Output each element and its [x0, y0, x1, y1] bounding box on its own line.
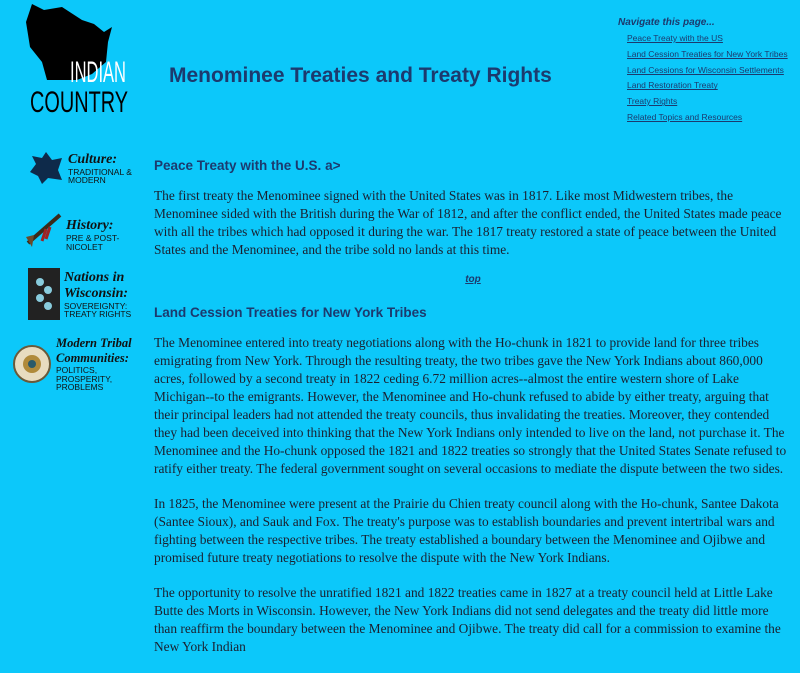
maple-leaf-icon — [28, 150, 64, 186]
nav-link-treaty-rights[interactable]: Treaty Rights — [627, 96, 678, 107]
svg-text:COUNTRY: COUNTRY — [30, 86, 128, 119]
paragraph: The first treaty the Menominee signed with the United States was in 1817. Like most Midwestern tribes, the Menominee sided with the British during the War of 1812, and after the conflict ended, the United States made peace with all the tribes which had opposed it during the war. The 1817 treaty restored a state of peace between the United States and the Menominee, and the tribe sold no lands at this time. — [154, 188, 782, 257]
sidebar-subtitle: SOVEREIGNTY: TREATY RIGHTS — [64, 300, 132, 319]
page-navigation — [618, 17, 788, 128]
beadwork-icon — [28, 268, 60, 320]
paragraph: In 1825, the Menominee were present at the Prairie du Chien treaty council along with the Ho-chunk, Santee Dakota (Santee Sioux), and Sauk and Fox. The treaty's purpose was to establish boundaries and prevent intertribal wars and fighting between the respective tribes. The treaty established a boundary between the Menominee and Ojibwe and promised future treaty negotiations to resolve the dispute with the New York Indians. — [154, 496, 779, 565]
back-to-top-link[interactable]: top — [465, 274, 481, 285]
section-new-york-tribes — [154, 305, 792, 656]
sidebar-subtitle: TRADITIONAL & MODERN — [68, 166, 132, 185]
sidebar-title: Nations in Wisconsin: — [64, 269, 129, 301]
sidebar-title: History: — [66, 218, 114, 233]
nav-heading: Navigate this page... — [618, 17, 715, 28]
medallion-icon — [12, 344, 52, 384]
paragraph: The opportunity to resolve the unratified 1821 and 1822 treaties came in 1827 at a treaty council held at Little Lake Butte des Morts in Wisconsin. However, the New York Indians did not send delegates and the treaty did little more than reaffirm the boundary between the Menominee and Ojibwe. The treaty did call for a commission to examine the New York Indian — [154, 585, 781, 654]
main-content — [154, 158, 792, 673]
nav-link-peace-treaty[interactable]: Peace Treaty with the US — [627, 33, 723, 43]
section-heading: Land Cession Treaties for New York Tribes — [154, 305, 427, 320]
wisconsin-map-icon — [22, 2, 132, 117]
indian-country-logo[interactable] — [22, 2, 132, 117]
paragraph: The Menominee entered into treaty negotiations along with the Ho-chunk in 1821 to provide land for three tribes emigrating from New York. Through the resulting treaty, the two tribes gave the New York Indians about 860,000 acres, followed by a second treaty in 1822 ceding 6.72 million acres--almost the entire western shore of Lake Michigan--to the emigrants. However, the Menominee and Ho-chunk refused to abide by either treaty, arguing that their principal leaders had not attended the treaty councils, thus invalidating the treaties. Moreover, they contended they had been deceived into thinking that the New York Indians only intended to live on the land, not purchase it. The Menominee and the Ho-chunk opposed the 1821 and 1822 treaties so strongly that the United States Senate refused to ratify either treaty. The federal government sought on several occasions to mediate the dispute between the two sides. — [154, 335, 787, 476]
nav-link-wisconsin-settlements[interactable]: Land Cessions for Wisconsin Settlements — [627, 64, 784, 75]
tomahawk-icon — [24, 209, 62, 249]
section-peace-treaty — [154, 158, 792, 285]
sidebar-title: Modern Tribal Communities: — [56, 336, 132, 365]
section-heading: Peace Treaty with the U.S. a> — [154, 158, 341, 173]
sidebar-item-modern-communities[interactable] — [12, 336, 138, 392]
sidebar-subtitle: POLITICS, PROSPERITY, PROBLEMS — [56, 365, 113, 392]
nav-link-related-topics[interactable]: Related Topics and Resources — [627, 111, 743, 122]
sidebar-subtitle: PRE & POST-NICOLET — [66, 233, 120, 252]
nav-link-land-restoration[interactable]: Land Restoration Treaty — [627, 80, 718, 91]
sidebar-item-culture[interactable] — [28, 150, 158, 186]
svg-text:INDIAN: INDIAN — [70, 56, 126, 89]
nav-link-new-york-tribes[interactable]: Land Cession Treaties for New York Tribes — [627, 48, 788, 59]
sidebar-item-history[interactable] — [24, 206, 154, 251]
page-title: Menominee Treaties and Treaty Rights — [169, 64, 552, 87]
sidebar-item-nations[interactable] — [28, 268, 158, 320]
sidebar-title: Culture: — [68, 151, 118, 167]
